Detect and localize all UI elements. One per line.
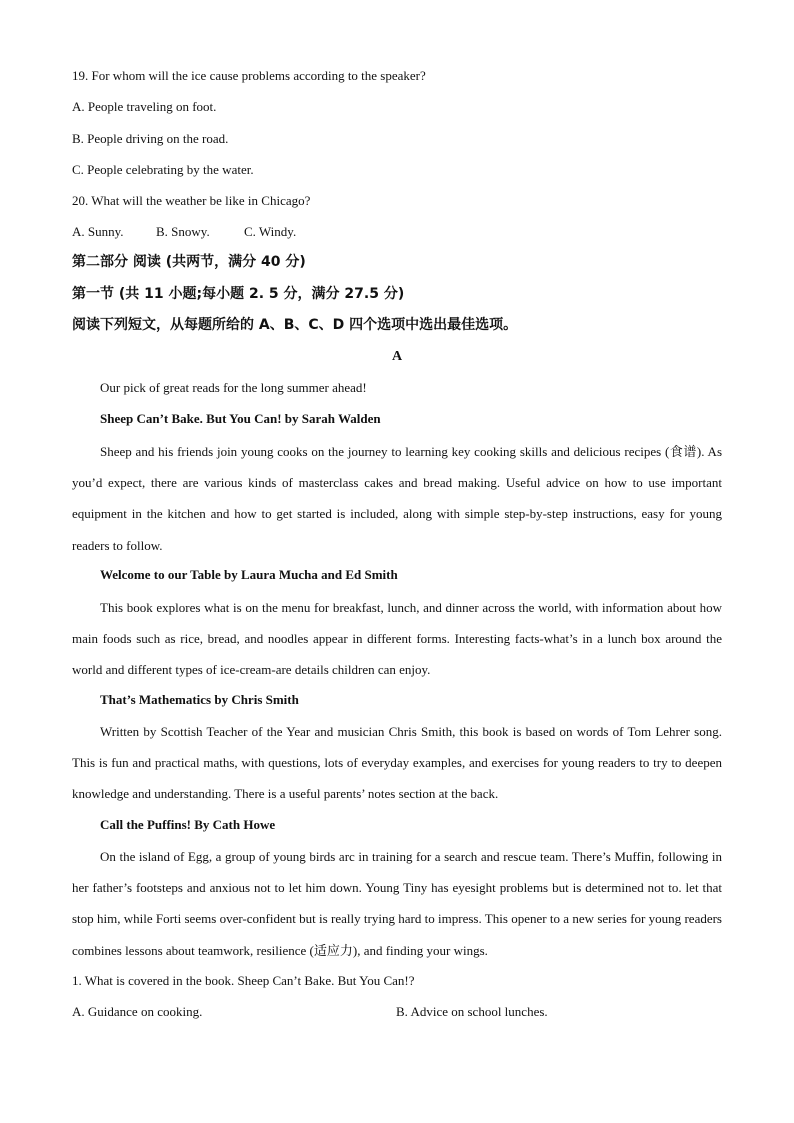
book-4-title: Call the Puffins! By Cath Howe	[100, 817, 276, 832]
question-20-options	[72, 224, 296, 240]
question-20-option-c: C. Windy.	[244, 224, 297, 239]
book-3-text: Written by Scottish Teacher of the Year and musician Chris Smith, this book is based on words of Tom Lehrer song. This is fun and practical maths, with questions, lots of everyday examples, and exercises for young readers to try to deepen knowledge and understanding. There is a useful parents’ notes section at the back.	[72, 724, 722, 802]
question-1: 1. What is covered in the book. Sheep Can’t Bake. But You Can!?	[72, 973, 415, 988]
section-title: 第一节 (共 11 小题;每小题 2. 5 分，满分 27.5 分)	[72, 286, 405, 302]
book-4-text: On the island of Egg, a group of young birds arc in training for a search and rescue team. There’s Muffin, following in her father’s footsteps and anxious not to let him down. Young Tiny has eyesight problems but is determined not to. let that stop him, while Forti seems over-confident but is really trying hard to impress. This opener to a new series for young readers combines lessons about teamwork, resilience (适应力), and finding your wings.	[72, 849, 722, 958]
passage-label: A	[391, 349, 403, 364]
question-20: 20. What will the weather be like in Chicago?	[72, 193, 311, 208]
book-2-text: This book explores what is on the menu for breakfast, lunch, and dinner across the world, with information about how main foods such as rice, bread, and noodles appear in different forms. Interesting facts-what’s in a lunch box around the world and different types of ice-cream-are details children can enjoy.	[72, 600, 722, 678]
book-3-title: That’s Mathematics by Chris Smith	[100, 692, 299, 707]
part-title: 第二部分 阅读 (共两节，满分 40 分)	[72, 254, 306, 270]
question-19-option-b: B. People driving on the road.	[72, 131, 229, 146]
passage-intro: Our pick of great reads for the long summer ahead!	[100, 380, 367, 395]
question-19: 19. For whom will the ice cause problems according to the speaker?	[72, 68, 426, 83]
instruction: 阅读下列短文，从每题所给的 A、B、C、D 四个选项中选出最佳选项。	[72, 317, 518, 333]
book-1-title: Sheep Can’t Bake. But You Can! by Sarah Walden	[100, 411, 381, 426]
question-20-option-b: B. Snowy.	[156, 224, 210, 239]
question-1-option-a: A. Guidance on cooking.	[72, 1004, 203, 1019]
book-1-text: Sheep and his friends join young cooks on the journey to learning key cooking skills and delicious recipes (食谱). As you’d expect, there are various kinds of masterclass cakes and bread making. Useful advice on how to use important equipment in the kitchen and how to get started is included, along with simple step-by-step instructions, easy for young readers to follow.	[72, 444, 722, 553]
book-2-title: Welcome to our Table by Laura Mucha and Ed Smith	[100, 567, 398, 582]
question-20-option-a: A. Sunny.	[72, 224, 124, 239]
question-1-options	[72, 1004, 548, 1020]
question-1-option-b: B. Advice on school lunches.	[396, 1004, 548, 1019]
question-19-option-a: A. People traveling on foot.	[72, 99, 217, 114]
question-19-option-c: C. People celebrating by the water.	[72, 162, 254, 177]
